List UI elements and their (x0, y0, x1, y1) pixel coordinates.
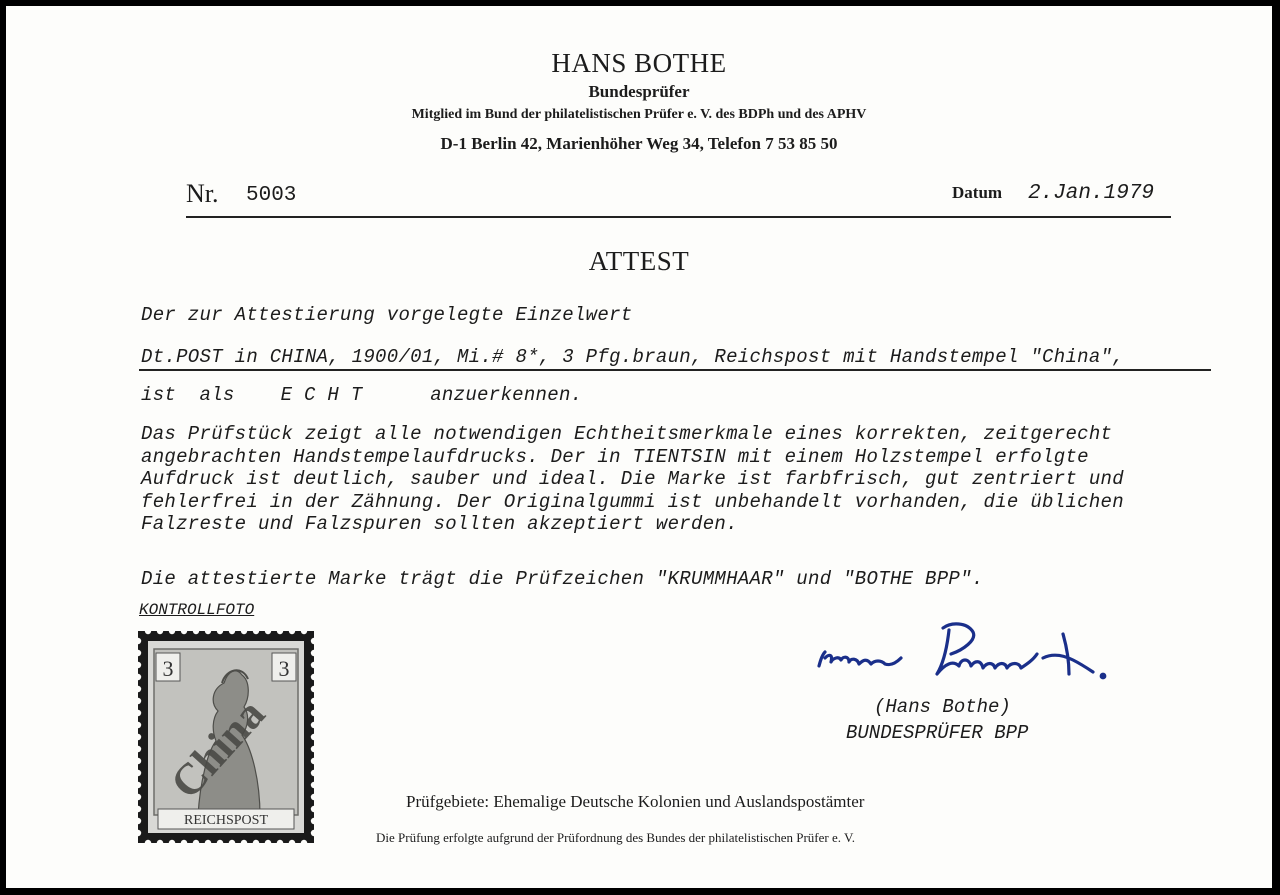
paragraph-line: Falzreste und Falzspuren sollten akzeptiert werden. (141, 513, 738, 535)
date-label: Datum (952, 183, 1003, 202)
date-value: 2.Jan.1979 (1028, 182, 1155, 205)
description-paragraph (141, 423, 1124, 536)
control-photo-label: KONTROLLFOTO (139, 601, 255, 619)
verdict-prefix: ist als (141, 384, 235, 406)
body-line-intro: Der zur Attestierung vorgelegte Einzelwert (141, 304, 633, 326)
paragraph-line: fehlerfrei in der Zähnung. Der Originalgummi ist unbehandelt vorhanden, die üblichen (141, 490, 1124, 513)
document-heading: ATTEST (588, 246, 690, 276)
number-label: Nr. (186, 179, 219, 208)
handwritten-signature (811, 614, 1111, 694)
signatory-title: BUNDESPRÜFER BPP (846, 722, 1029, 744)
stamp-photo (138, 631, 314, 843)
certificate-sheet (6, 6, 1272, 888)
paragraph-line: Aufdruck ist deutlich, sauber und ideal. Die Marke ist farbfrisch, gut zentriert und (141, 468, 1124, 490)
address-line: D-1 Berlin 42, Marienhöher Weg 34, Telefon 7 53 85 50 (440, 134, 838, 153)
body-line-verdict (141, 384, 582, 406)
body-line-item: Dt.POST in CHINA, 1900/01, Mi.# 8*, 3 Pfg.braun, Reichspost mit Handstempel "China", (141, 346, 1124, 368)
signatory-name: (Hans Bothe) (874, 696, 1011, 718)
stamp-overprint: China (161, 689, 275, 808)
association-line: Mitglied im Bund der philatelistischen Prüfer e. V. des BDPh und des APHV (411, 107, 867, 122)
number-value: 5003 (246, 184, 297, 207)
stamp-inscription: REICHSPOST (183, 813, 269, 828)
examiner-title: Bundesprüfer (588, 82, 690, 101)
stamp-value-left: 3 (162, 656, 174, 681)
header-rule (186, 216, 1171, 218)
examiner-name: HANS BOTHE (551, 48, 727, 78)
stamp-value-right: 3 (278, 656, 290, 681)
expertise-areas: Prüfgebiete: Ehemalige Deutsche Kolonien und Auslandspostämter (406, 792, 865, 811)
verdict-suffix: anzuerkennen. (430, 384, 583, 406)
paragraph-line: Das Prüfstück zeigt alle notwendigen Echtheitsmerkmale eines korrekten, zeitgerecht (141, 423, 1113, 445)
item-underline (139, 369, 1211, 371)
marks-line: Die attestierte Marke trägt die Prüfzeichen "KRUMMHAAR" und "BOTHE BPP". (141, 568, 984, 590)
examination-basis: Die Prüfung erfolgte aufgrund der Prüfordnung des Bundes der philatelistischen Prüfer e. V. (376, 830, 855, 845)
verdict-echt: ECHT (280, 384, 375, 406)
paragraph-line: angebrachten Handstempelaufdrucks. Der in TIENTSIN mit einem Holzstempel erfolgte (141, 445, 1089, 468)
